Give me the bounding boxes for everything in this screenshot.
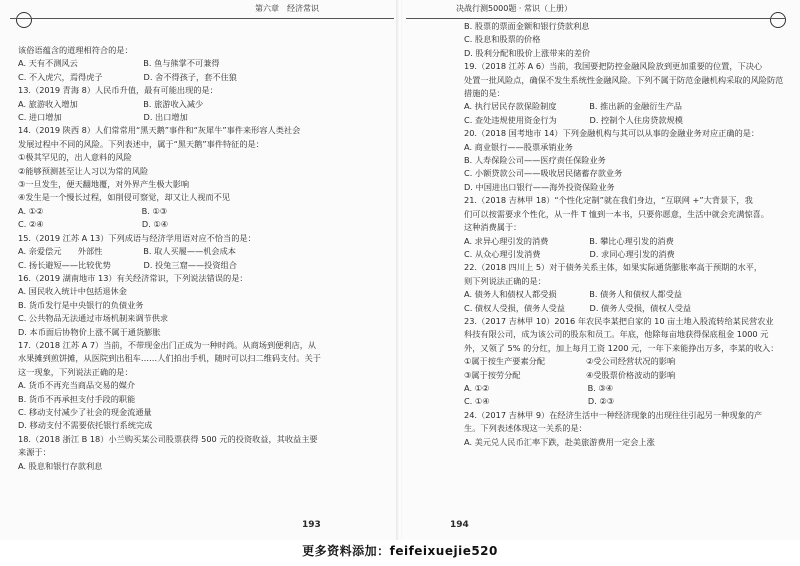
text-line: B. 货币不再承担支付手段的职能 [18,393,136,404]
text-line: 们可以按需要求个性化，从一件 T 恤到一本书，只要你愿意，生活中就会充满惊喜。 [464,208,769,219]
text-line: A. ①② B. ①③ [18,205,168,216]
text-line: B. 人寿保险公司——医疗责任保险业务 [464,155,606,166]
text-line: 13.（2019 青海 8）人民币升值，最有可能出现的是： [18,85,218,96]
text-line: 20.（2018 国考地市 14）下列金融机构与其可以从事的金融业务对应正确的是： [464,128,760,139]
text-line: 这一现象，下列说法正确的是： [18,366,133,377]
text-line: C. ②④ D. ①④ [18,219,169,230]
text-line: C. 进口增加 D. 出口增加 [18,112,188,123]
text-line: C. 小额贷款公司——吸收居民储蓄存款业务 [464,168,623,179]
text-line: 则下列说法正确的是： [464,275,546,286]
text-line: A. 亲爱偿元 外部性 B. 取人买履——机会成本 [18,246,236,257]
text-line: 外，又领了 5% 的分红，加上每月工资 1200 元，一年下来能挣出万多，李某的收入： [464,342,779,353]
text-line: 14.（2019 陕西 8）人们常常用“黑天鹅”事件和“灰犀牛”事件来形容人类社会 [18,125,301,136]
text-line: 来源于： [18,447,51,458]
text-line: C. ①④ D. ②③ [464,396,615,407]
text-line: A. 债务人和债权人都受损 B. 债务人和债权人都受益 [464,289,682,300]
text-line: A. 商业银行——股票承销业务 [464,141,573,152]
text-line: A. 货币不再充当商品交易的媒介 [18,380,136,391]
text-line: D. 本币面后协物价上涨不属于通货膨胀 [18,326,161,337]
text-line: A. 旅游收入增加 B. 旅游收入减少 [18,98,204,109]
text-line: D. 移动支付不需要依托银行系统完成 [18,420,153,431]
text-line: A. 国民收入统计中包括退休金 [18,286,127,297]
text-line: A. ①② B. ③④ [464,382,614,393]
text-line: 22.（2018 四川上 5）对于债务关系主体，如果实际通货膨胀率高于预期的水平， [464,262,763,273]
text-line: ①极其罕见的，出人意料的风险 [18,152,132,163]
right-header-rule [406,18,786,19]
text-line: 科技有限公司，成为该公司的股东和员工。年底，他除每亩地获得保底租金 1000 元 [464,329,769,340]
right-column [464,20,794,449]
text-line: ④发生是一个慢长过程，如削侵可察觉，却又让人视而不见 [18,192,231,203]
text-line: A. 求异心理引发的消费 B. 攀比心理引发的消费 [464,235,674,246]
left-page-number: 193 [302,520,321,530]
text-line: C. 查处违规使用资金行为 D. 控制个人住房贷款规模 [464,114,683,125]
text-line: 21.（2018 吉林甲 18）“个性化定制”就在我们身边，“互联网 +”大背景下，我 [464,195,753,206]
text-line: 该俗语蕴含的道理相符合的是： [18,45,133,55]
text-line: 19.（2018 江苏 A 6）当前，我国要把防控金融风险放到更加重要的位置，下决心 [464,61,763,72]
left-page [0,0,398,540]
binding-hole-icon [16,12,32,28]
text-line: C. 从众心理引发消费 D. 求同心理引发的消费 [464,248,675,259]
text-line: 15.（2019 江苏 A 13）下列成语与经济学用语对应不恰当的是： [18,232,256,243]
text-line: D. 中国进出口银行——海外投资保险业务 [464,181,615,192]
left-column [18,44,390,473]
text-line: C. 债权人受损，债务人受益 D. 债务人受损，债权人受益 [464,302,692,313]
footer-contact: 更多资料添加：feifeixuejie520 [302,544,498,558]
text-line: A. 美元兑人民币汇率下跌，赴美旅游费用一定会上涨 [464,436,655,447]
text-line: ②能够预测甚至让人习以为常的风险 [18,165,149,176]
left-header: 第六章 经济常识 [255,4,319,13]
text-line: 17.（2018 江苏 A 7）当前，不带现金出门正成为一种时尚。从商场到便利店，从 [18,339,317,350]
right-header: 决战行测5000题 · 常识（上册） [456,4,572,13]
text-line: C. 公共物品无法通过市场机制来调节供求 [18,313,169,324]
text-line: C. 扬长避短——比较优势 D. 投兔三窟——投资组合 [18,259,237,270]
text-line: C. 移动支付减少了社会的现金流通量 [18,406,152,417]
text-line: C. 不入虎穴，焉得虎子 D. 舍不得孩子，套不住狼 [18,71,237,82]
text-line: 23.（2017 吉林甲 10）2016 年农民李某把自家的 10 亩土地入股流转给某民营农业 [464,315,774,326]
text-line: ③一旦发生，便天翻地覆，对外界产生极大影响 [18,179,190,190]
text-line: 措施的是： [464,88,505,99]
text-line: 24.（2017 吉林甲 9）在经济生活中一种经济现象的出现往往引起另一种现象的产 [464,409,763,420]
text-line: B. 股票的票面金额和银行贷款利息 [464,21,590,31]
text-line: D. 股利分配和股价上涨带来的差价 [464,47,591,58]
text-line: B. 货币发行是中央银行的负债业务 [18,299,144,310]
right-page [402,0,800,540]
text-line: 16.（2019 湖南地市 13）有关经济常识，下列说法错误的是： [18,272,248,283]
text-line: C. 股息和股票的价格 [464,34,541,45]
right-page-number: 194 [450,520,469,530]
text-line: ①属于按生产要素分配 ②受公司经营状况的影响 [464,356,676,367]
text-line: 水果摊到煎饼摊，从医院到出租车……人们拍出手机，随时可以扫二维码支付。关于 [18,353,321,364]
text-line: A. 天有不测风云 B. 鱼与熊掌不可兼得 [18,58,220,69]
text-line: A. 股息和银行存款利息 [18,460,103,471]
text-line: 处置一批风险点，确保不发生系统性金融风险。下列不属于防范金融机构采取的风险防范 [464,74,784,85]
text-line: A. 执行居民存款保险制度 B. 推出新的金融衍生产品 [464,101,682,112]
text-line: 发展过程中不同的风险。下列表述中，属于“黑天鹅”事件特征的是： [18,138,264,149]
text-line: 18.（2018 浙江 B 18）小兰购买某公司股票获得 500 元的投资收益，其收益主要 [18,433,318,444]
left-header-rule [10,18,394,19]
text-line: ③属于按劳分配 ④受股票价格波动的影响 [464,369,676,380]
text-line: 这种消费属于： [464,222,522,233]
text-line: 生。下列表述体现这一关系的是： [464,423,587,434]
